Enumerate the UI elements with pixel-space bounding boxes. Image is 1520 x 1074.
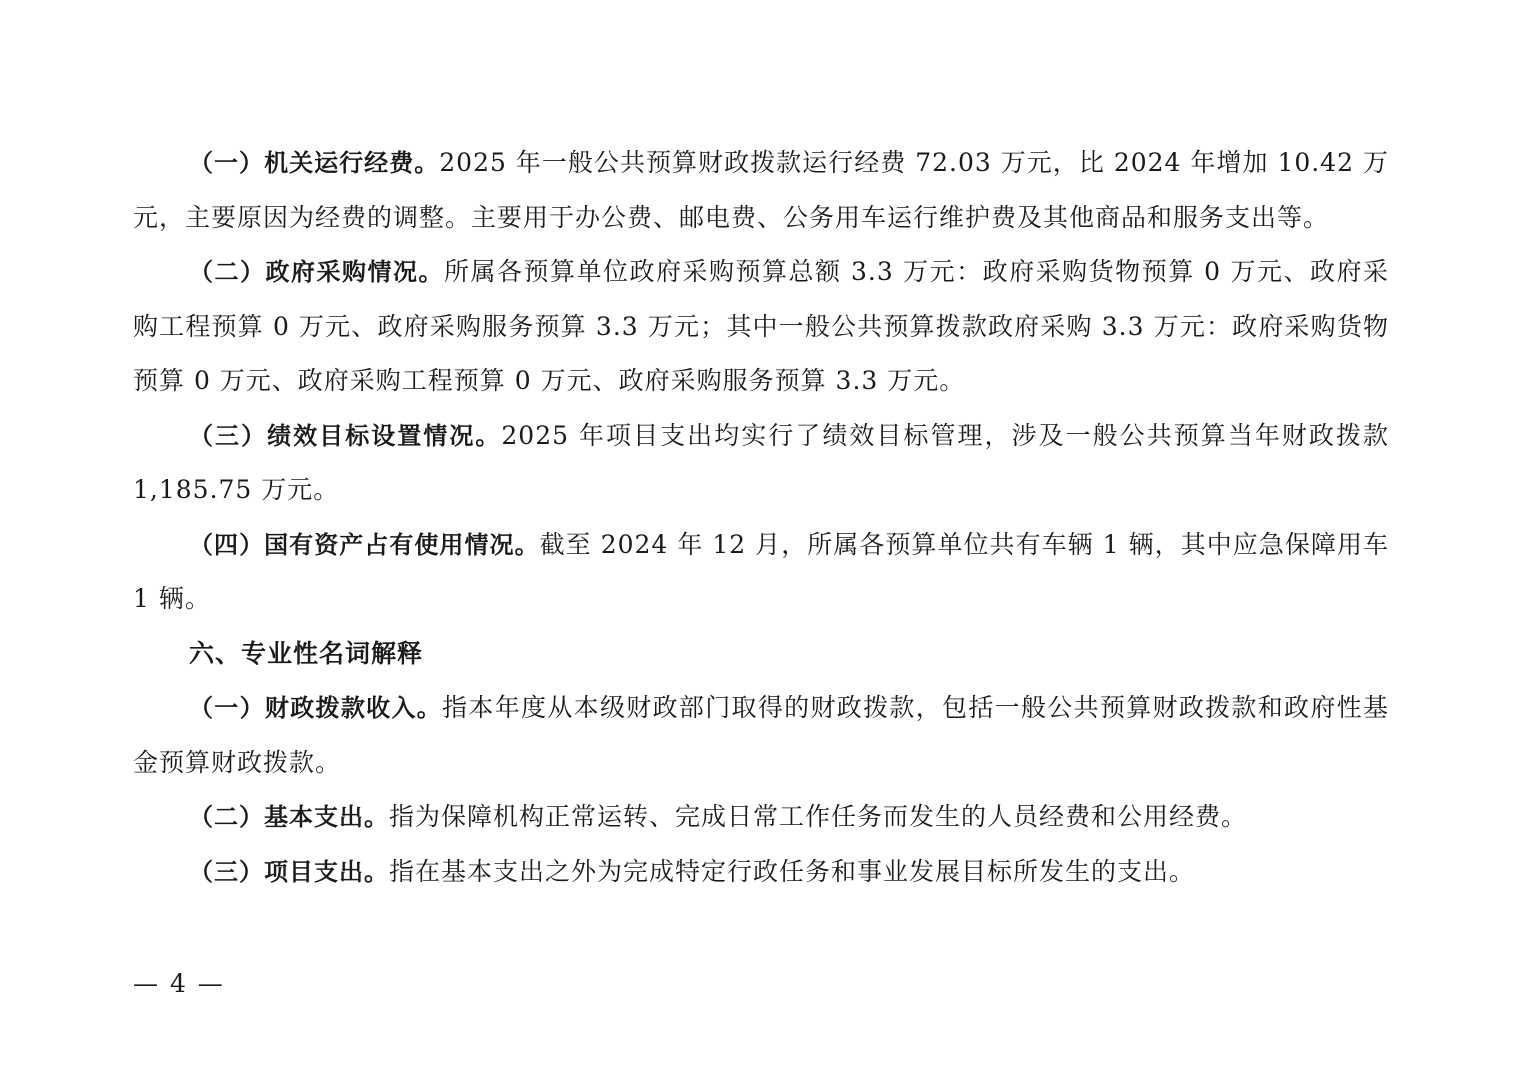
paragraph-text: 2025 年项目支出均实行了绩效目标管理，涉及一般公共预算当年财政拨款 1,185.75 万元。	[133, 420, 1389, 504]
paragraph-state-assets	[133, 518, 1389, 627]
paragraph-fiscal-appropriation-income	[133, 681, 1389, 790]
paragraph-lead: （二）基本支出。	[189, 803, 389, 831]
paragraph-project-expenditure	[133, 845, 1389, 900]
paragraph-text: 所属各预算单位政府采购预算总额 3.3 万元：政府采购货物预算 0 万元、政府采购工程预算 0 万元、政府采购服务预算 3.3 万元；其中一般公共预算拨款政府采购 3.3 万元：政府采购货物预算 0 万元、政府采购工程预算 0 万元、政府采购服务预算 3.3 万元。	[133, 257, 1389, 395]
paragraph-text: 指在基本支出之外为完成特定行政任务和事业发展目标所发生的支出。	[389, 856, 1196, 886]
paragraph-lead: （二）政府采购情况。	[189, 258, 445, 286]
paragraph-text: 指为保障机构正常运转、完成日常工作任务而发生的人员经费和公用经费。	[389, 802, 1248, 831]
paragraph-lead: （一）财政拨款收入。	[189, 694, 443, 722]
paragraph-performance-targets	[133, 409, 1389, 518]
paragraph-lead: （四）国有资产占有使用情况。	[189, 530, 540, 559]
paragraph-text: 2025 年一般公共预算财政拨款运行经费 72.03 万元，比 2024 年增加 10.42 万元，主要原因为经费的调整。主要用于办公费、邮电费、公务用车运行维护费及其他商品和服务支出等。	[133, 148, 1390, 232]
paragraph-text: 截至 2024 年 12 月，所属各预算单位共有车辆 1 辆，其中应急保障用车 1 辆。	[133, 529, 1390, 613]
paragraph-lead: （三）绩效目标设置情况。	[189, 421, 502, 450]
document-body	[133, 136, 1389, 899]
paragraph-basic-expenditure	[133, 790, 1389, 845]
paragraph-lead: （三）项目支出。	[189, 857, 389, 886]
paragraph-admin-operating-expenses	[133, 136, 1389, 245]
paragraph-lead: （一）机关运行经费。	[189, 149, 440, 177]
paragraph-text: 指本年度从本级财政部门取得的财政拨款，包括一般公共预算财政拨款和政府性基金预算财政拨款。	[133, 693, 1389, 777]
section-heading: 六、专业性名词解释	[189, 638, 424, 668]
page-number: — 4 —	[133, 969, 225, 998]
paragraph-government-procurement	[133, 245, 1389, 409]
